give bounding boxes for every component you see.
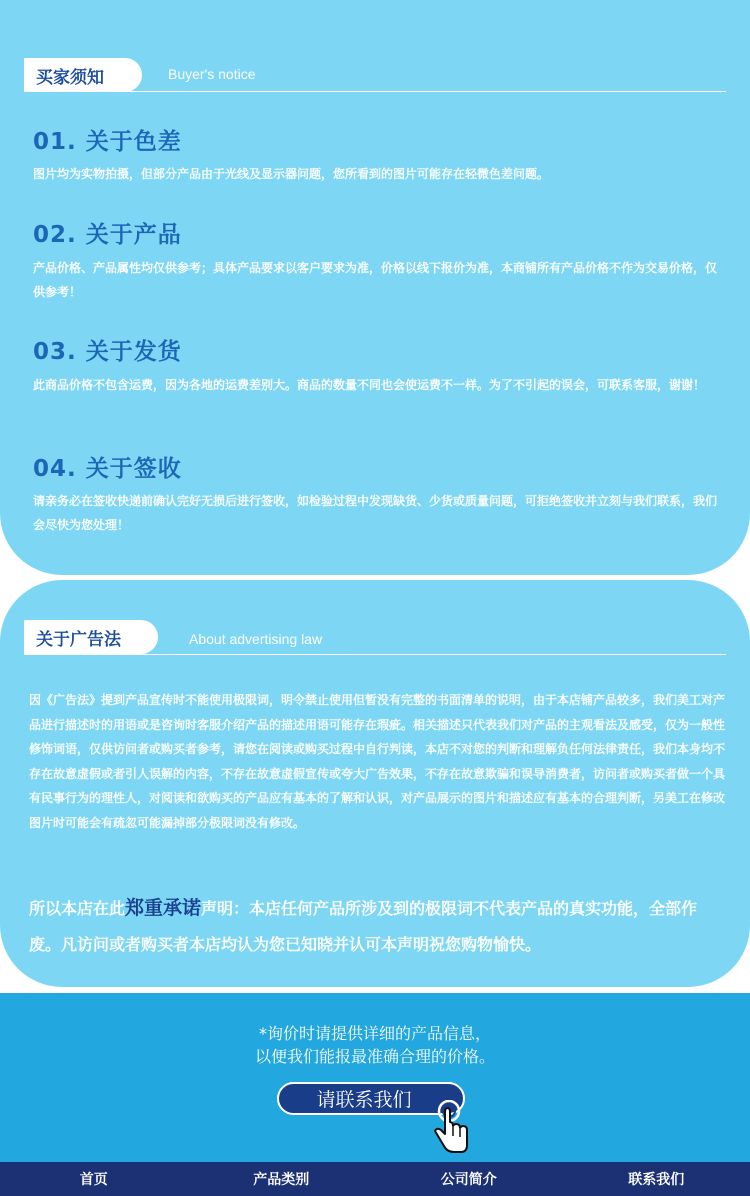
statement-emphasis: 郑重承诺	[125, 897, 202, 919]
section-text-color: 图片均为实物拍摄，但部分产品由于光线及显示器问题，您所看到的图片可能存在轻微色差问题。	[33, 167, 550, 181]
ad-law-text: 因《广告法》提到产品宣传时不能使用极限词，明令禁止使用但暂没有完整的书面清单的说明，由于本店铺产品较多，我们美工对产品进行描述时的用语或是咨询时客服介绍产品的描述用语可能存在瑕疵。相关描述只代表我们对产品的主观看法及感受，仅为一般性修饰词语，仅供访问者或购买者参考，请您在阅读或购买过程中自行判读，本店不对您的判断和理解负任何法律责任，我们本身均不存在故意虚假或者引人误解的内容，不存在故意虚假宣传或夸大广告效果，不存在故意欺骗和误导消费者，访问者或购买者做一个具有民事行为的理性人，对阅读和欲购买的产品应有基本的了解和认识，对产品展示的图片和描述应有基本的合理判断，另美工在修改图片时可能会有疏忽可能漏掉部分极限词没有修改。	[29, 693, 726, 830]
ad-law-statement	[29, 890, 725, 963]
section-heading-product: 02. 关于产品	[33, 222, 182, 248]
divider	[24, 91, 726, 92]
section-text-product: 产品价格、产品属性均仅供参考；具体产品要求以客户要求为准，价格以线下报价为准，本商铺所有产品价格不作为交易价格，仅供参考！	[33, 261, 718, 299]
section-heading-receipt: 04. 关于签收	[33, 456, 182, 482]
nav-item-contact[interactable]: 联系我们	[628, 1172, 685, 1188]
buyer-notice-title: 买家须知	[24, 58, 142, 92]
pointing-hand-icon	[430, 1100, 472, 1158]
nav-item-about[interactable]: 公司简介	[440, 1172, 497, 1188]
inquiry-line-1: *询价时请提供详细的产品信息，	[258, 1024, 491, 1043]
buyer-notice-panel	[0, 0, 750, 575]
statement-suffix: 声明：本店任何产品所涉及到的极限词不代表产品的真实功能，全部作废。凡访问或者购买者本店均认为您已知晓并认可本声明祝您购物愉快。	[29, 899, 698, 954]
inquiry-band	[0, 993, 750, 1162]
divider	[24, 654, 726, 655]
statement-prefix: 所以本店在此	[29, 899, 126, 918]
nav-item-products[interactable]: 产品类别	[253, 1172, 310, 1188]
inquiry-line-2: 以便我们能报最准确合理的价格。	[254, 1047, 495, 1066]
buyer-notice-subtitle: Buyer's notice	[168, 66, 256, 82]
nav-item-home[interactable]: 首页	[79, 1172, 108, 1188]
section-heading-shipping: 03. 关于发货	[33, 339, 182, 365]
bottom-nav	[0, 1162, 750, 1196]
contact-us-button[interactable]: 请联系我们	[277, 1082, 465, 1115]
section-heading-color: 01. 关于色差	[33, 129, 182, 155]
inquiry-text	[0, 1022, 750, 1068]
section-text-shipping: 此商品价格不包含运费，因为各地的运费差别大。商品的数量不同也会使运费不一样。为了不引起的误会，可联系客服，谢谢！	[33, 378, 706, 392]
section-text-receipt: 请亲务必在签收快递前确认完好无损后进行签收，如检验过程中发现缺货、少货或质量问题，可拒绝签收并立刻与我们联系，我们会尽快为您处理！	[33, 494, 718, 532]
ad-law-subtitle: About advertising law	[189, 631, 323, 647]
ad-law-title: 关于广告法	[24, 620, 158, 654]
